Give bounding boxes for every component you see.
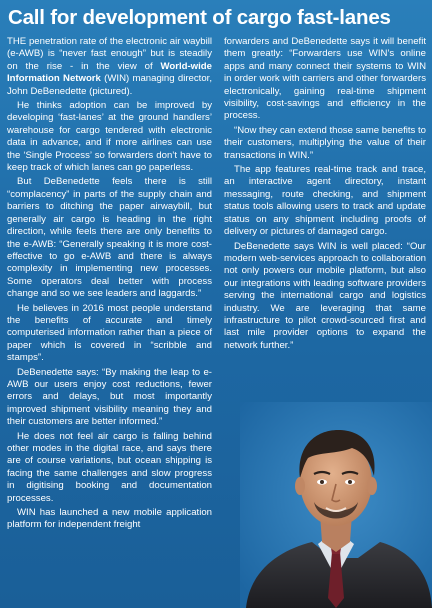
paragraph: WIN has launched a new mobile application platform for independent freight bbox=[7, 507, 212, 531]
company-name: World-wide Information Network bbox=[7, 60, 212, 85]
paragraph: The app features real-time track and trace, an interactive agent directory, instant messaging, route checking, and shipment status tools allowing users to track and update status on any shipment including proofs of delivery or pictures of damaged cargo. bbox=[224, 164, 426, 238]
paragraph: DeBenedette says: “By making the leap to e-AWB our users enjoy cost reductions, fewer errors and delays, but most importantly improved shipment visibility meaning they and their customers are better informed.” bbox=[7, 366, 212, 428]
paragraph: He does not feel air cargo is falling behind other modes in the digital race, and says there are of course variations, but ocean shipping is facing the same challenges and slow progress in digitising booking and documentation processes. bbox=[7, 430, 212, 504]
paragraph: He thinks adoption can be improved by developing ‘fast-lanes’ at the ground handlers’ warehouse for cargo tendered with electronic data in advance, and if more airlines can use the ‘Single Process’ so forwarders don’t have to keep track of which lanes can go paperless. bbox=[7, 100, 212, 174]
paragraph: forwarders and DeBenedette says it will benefit them greatly: “Forwarders use WIN’s online apps and many connect their systems to WIN in order work with carriers and other forwarders electronically, gaining real-time shipment visibility, cost-savings and efficiency in the process. bbox=[224, 36, 426, 122]
paragraph: He believes in 2016 most people understand the benefits of accurate and timely computerised information rather than a piece of paper which is covered in “scribble and stamps”. bbox=[7, 302, 212, 364]
paragraph: But DeBenedette feels there is still “complacency” in parts of the supply chain and barriers to ditching the paper airwaybill, but generally air cargo is heading in the right direction, while feels there are only benefits to the e-AWB: “Generally speaking it is more cost-effective to go e-AWB and there is always complexity in implementing new processes. Some operators deal better with process change and so we see leaders and laggards.” bbox=[7, 176, 212, 300]
portrait-illustration bbox=[240, 402, 432, 608]
left-column bbox=[7, 36, 212, 534]
right-column bbox=[224, 36, 426, 354]
paragraph: THE penetration rate of the electronic air waybill (e-AWB) is “never fast enough” but is steadily on the rise - in the view of World-wide Information Network (WIN) managing director, John DeBenedette (pictured). bbox=[7, 36, 212, 97]
headline: Call for development of cargo fast-lanes bbox=[8, 6, 391, 29]
portrait-photo bbox=[240, 402, 432, 608]
paragraph: “Now they can extend those same benefits to their customers, multiplying the value of their transactions in WIN.” bbox=[224, 124, 426, 161]
paragraph: DeBenedette says WIN is well placed: “Our modern web-services approach to collaboration not only powers our mobile platform, but also our integrations with leading software providers serving the international cargo and logistics industry. We are leveraging that same infrastructure to pilot crowd-sourced first and last mile provider options to expand the network further.” bbox=[224, 240, 426, 351]
